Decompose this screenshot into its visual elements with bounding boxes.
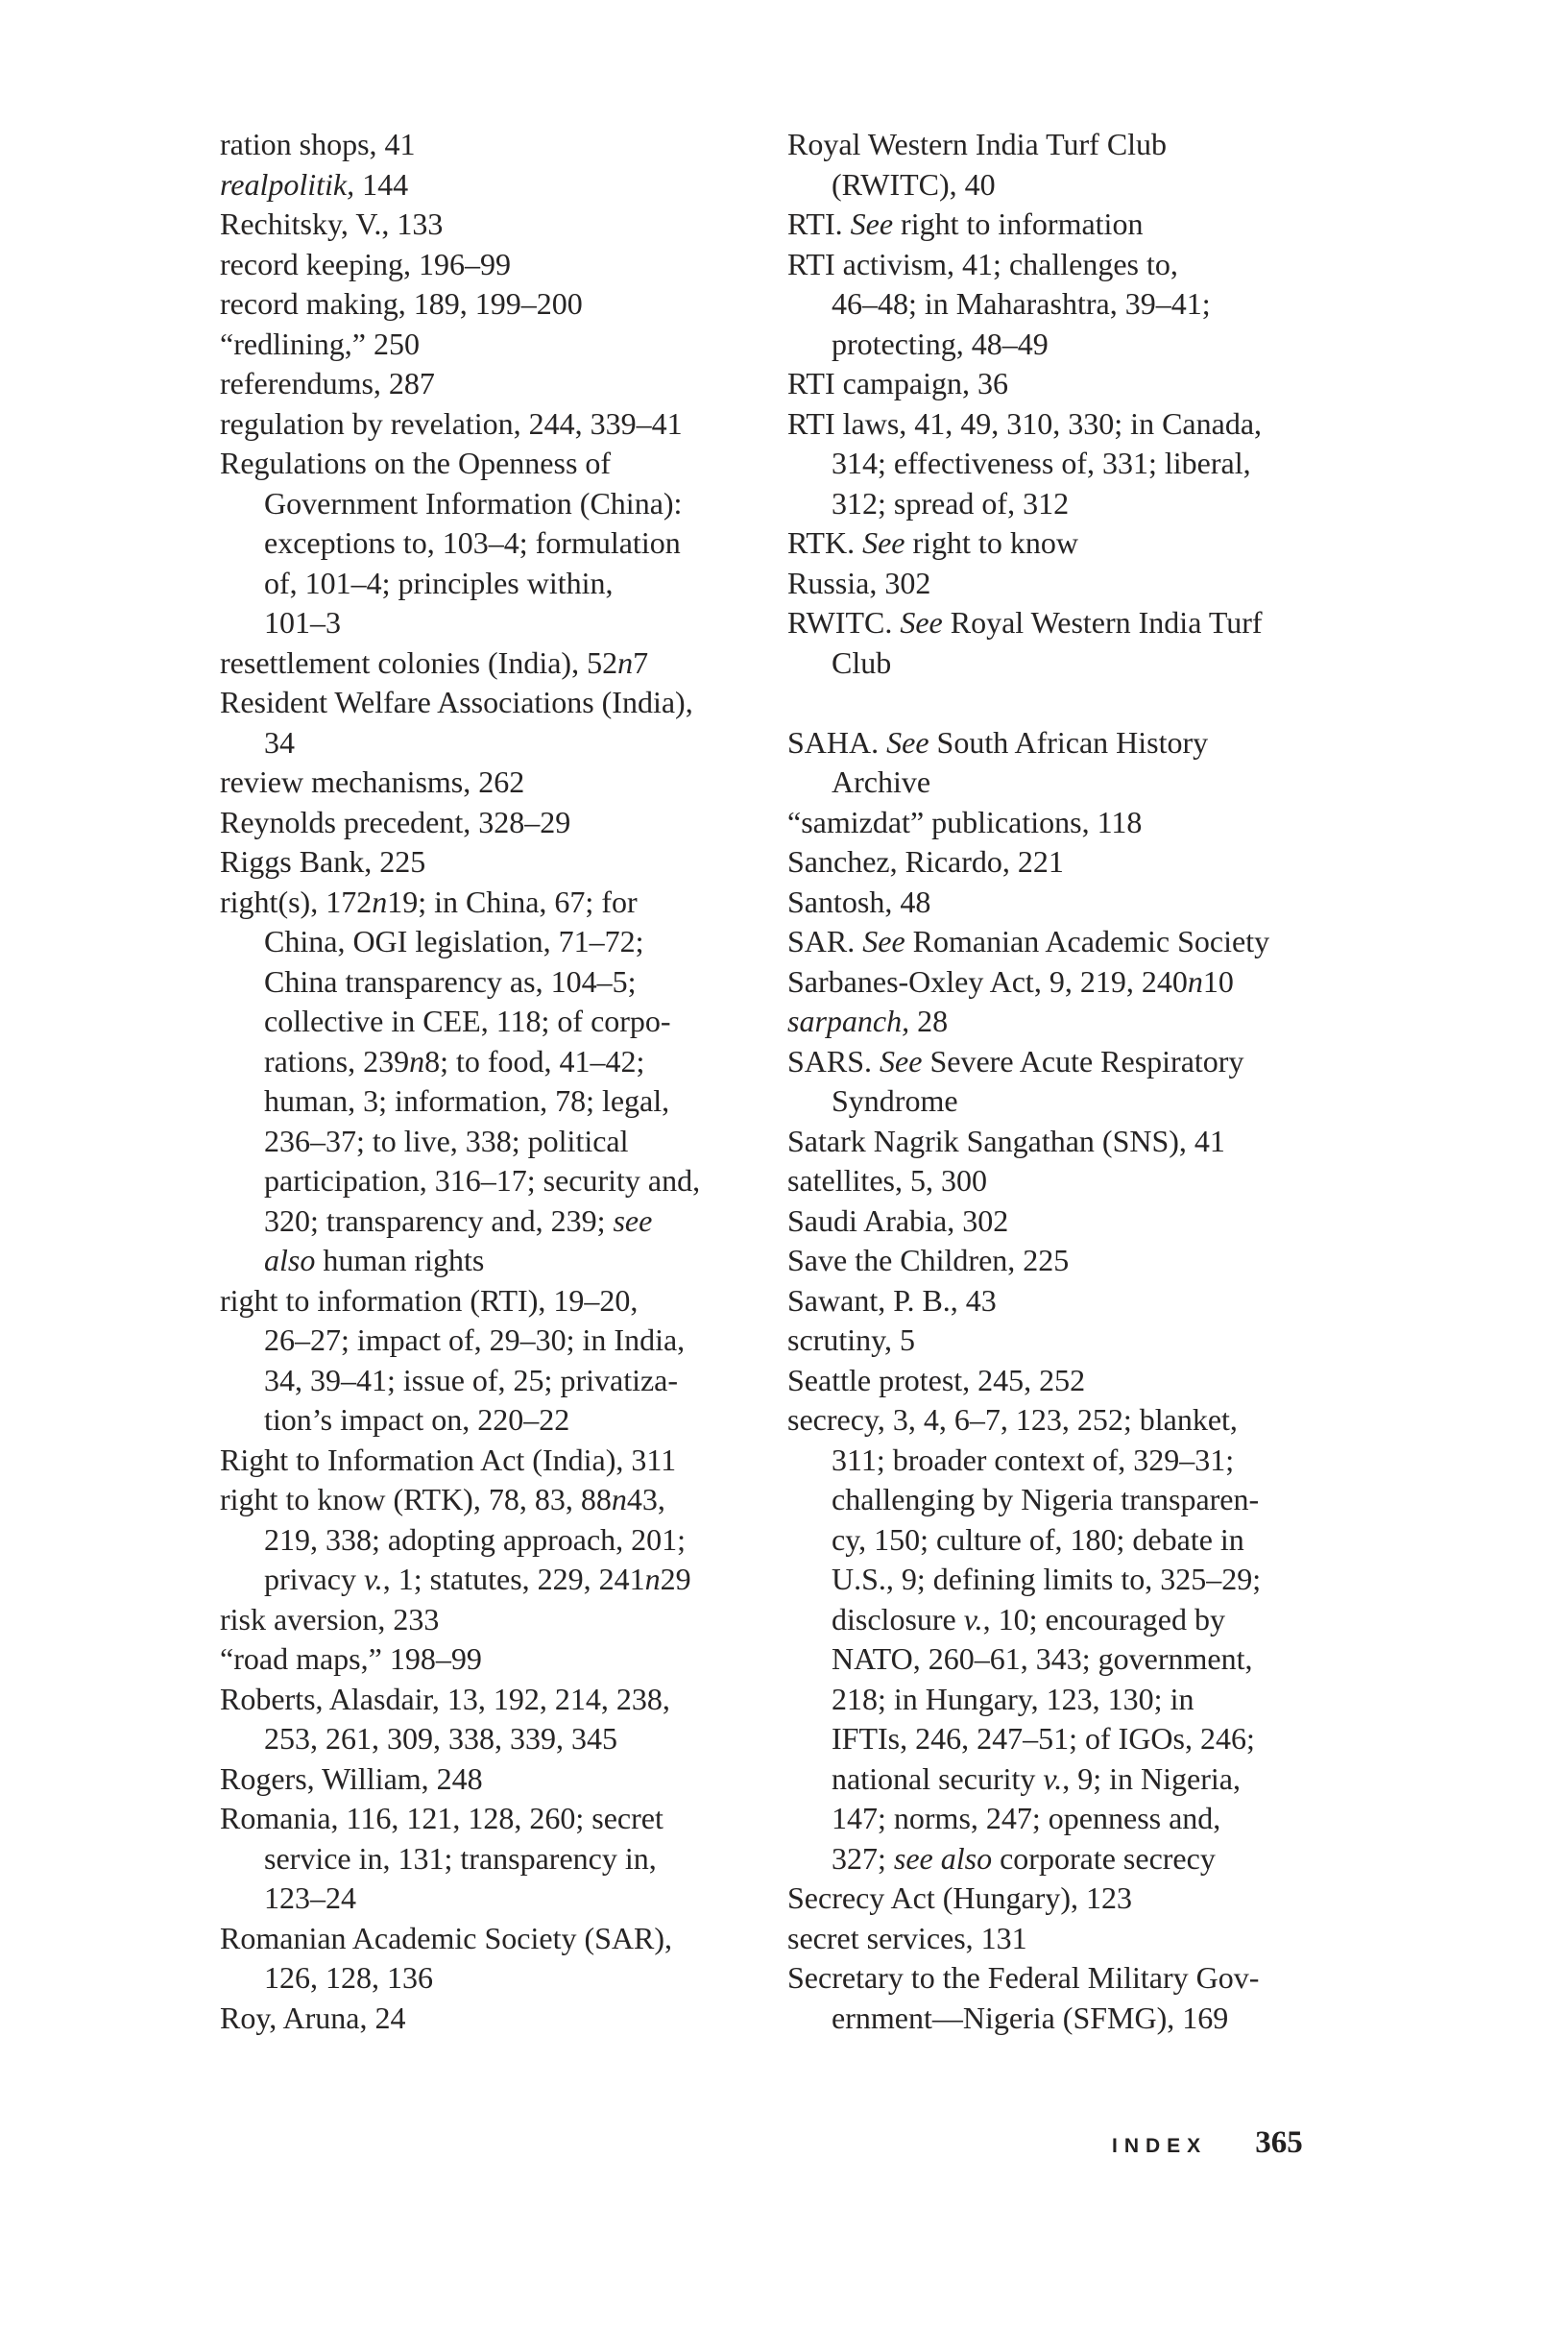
index-line: RTK. See right to know xyxy=(787,525,1078,560)
index-line: China transparency as, 104–5; xyxy=(264,963,637,999)
index-line: Riggs Bank, 225 xyxy=(220,844,426,879)
index-line: right to know (RTK), 78, 83, 88n43, xyxy=(220,1482,665,1516)
index-line: “redlining,” 250 xyxy=(220,326,420,361)
index-line: satellites, 5, 300 xyxy=(787,1163,987,1198)
index-line: Archive xyxy=(832,764,931,799)
index-line: secrecy, 3, 4, 6–7, 123, 252; blanket, xyxy=(787,1402,1238,1437)
index-line: 46–48; in Maharashtra, 39–41; xyxy=(832,286,1211,321)
index-line: 327; see also corporate secrecy xyxy=(832,1840,1216,1876)
footer-running-head: INDEX xyxy=(1112,2135,1208,2157)
index-line: Romanian Academic Society (SAR), xyxy=(220,1920,673,1955)
index-line: secret services, 131 xyxy=(787,1920,1027,1955)
index-line: 253, 261, 309, 338, 339, 345 xyxy=(264,1721,617,1756)
page-footer xyxy=(1112,2125,1303,2161)
index-line: Rechitsky, V., 133 xyxy=(220,206,444,241)
index-line: (RWITC), 40 xyxy=(832,166,996,202)
index-line: exceptions to, 103–4; formulation xyxy=(264,525,681,560)
index-line: Right to Information Act (India), 311 xyxy=(220,1442,677,1477)
index-line: Russia, 302 xyxy=(787,565,931,600)
index-line: 320; transparency and, 239; see xyxy=(264,1202,653,1238)
index-line: privacy v., 1; statutes, 229, 241n29 xyxy=(264,1562,691,1596)
index-line: 147; norms, 247; openness and, xyxy=(832,1801,1221,1835)
index-line: ration shops, 41 xyxy=(220,127,416,161)
index-line: 34, 39–41; issue of, 25; privatiza- xyxy=(264,1362,679,1397)
index-line: “road maps,” 198–99 xyxy=(220,1641,482,1676)
index-line: SAR. See Romanian Academic Society xyxy=(787,924,1270,958)
index-line: collective in CEE, 118; of corpo- xyxy=(264,1004,671,1038)
index-line: Sanchez, Ricardo, 221 xyxy=(787,844,1064,879)
index-line: RTI campaign, 36 xyxy=(787,366,1009,400)
column-left xyxy=(220,125,743,2038)
index-line: right(s), 172n19; in China, 67; for xyxy=(220,884,638,919)
index-line: RTI laws, 41, 49, 310, 330; in Canada, xyxy=(787,405,1263,441)
index-line: Saudi Arabia, 302 xyxy=(787,1202,1009,1238)
index-line: 311; broader context of, 329–31; xyxy=(832,1442,1235,1477)
index-line: U.S., 9; defining limits to, 325–29; xyxy=(832,1562,1262,1596)
index-line: 126, 128, 136 xyxy=(264,1960,433,1995)
index-line: 34 xyxy=(264,724,295,760)
index-line: risk aversion, 233 xyxy=(220,1601,440,1637)
index-line: Rogers, William, 248 xyxy=(220,1760,483,1796)
index-line: of, 101–4; principles within, xyxy=(264,565,614,600)
index-line: Seattle protest, 245, 252 xyxy=(787,1362,1086,1397)
index-line: Secrecy Act (Hungary), 123 xyxy=(787,1880,1132,1915)
index-line: human, 3; information, 78; legal, xyxy=(264,1083,670,1118)
index-line: cy, 150; culture of, 180; debate in xyxy=(832,1521,1244,1557)
index-line: 312; spread of, 312 xyxy=(832,485,1070,521)
index-line: Government Information (China): xyxy=(264,485,683,521)
index-line: NATO, 260–61, 343; government, xyxy=(832,1641,1253,1676)
index-line: SARS. See Severe Acute Respiratory xyxy=(787,1043,1244,1079)
index-line: sarpanch, 28 xyxy=(787,1004,949,1038)
index-line: RWITC. See Royal Western India Turf xyxy=(787,605,1263,640)
index-line: Resident Welfare Associations (India), xyxy=(220,685,693,719)
index-line: resettlement colonies (India), 52n7 xyxy=(220,644,649,680)
index-line: Sarbanes-Oxley Act, 9, 219, 240n10 xyxy=(787,963,1234,999)
index-line: record keeping, 196–99 xyxy=(220,246,512,281)
index-line: protecting, 48–49 xyxy=(832,326,1049,361)
footer-page-number: 365 xyxy=(1255,2125,1303,2160)
index-line: service in, 131; transparency in, xyxy=(264,1840,657,1876)
index-line: RTI activism, 41; challenges to, xyxy=(787,246,1178,281)
index-line: 219, 338; adopting approach, 201; xyxy=(264,1521,687,1557)
index-line: tion’s impact on, 220–22 xyxy=(264,1402,570,1437)
index-line: challenging by Nigeria transparen- xyxy=(832,1482,1260,1516)
blank-line xyxy=(787,683,1311,723)
index-line: regulation by revelation, 244, 339–41 xyxy=(220,405,683,441)
index-line: ernment—Nigeria (SFMG), 169 xyxy=(832,2000,1229,2035)
index-line: 26–27; impact of, 29–30; in India, xyxy=(264,1322,686,1357)
index-line: Reynolds precedent, 328–29 xyxy=(220,804,571,839)
index-line: right to information (RTI), 19–20, xyxy=(220,1282,639,1318)
index-line: 123–24 xyxy=(264,1880,356,1915)
index-line: Club xyxy=(832,644,892,680)
index-line: also human rights xyxy=(264,1243,485,1277)
index-line: rations, 239n8; to food, 41–42; xyxy=(264,1043,645,1079)
index-line: national security v., 9; in Nigeria, xyxy=(832,1760,1241,1796)
index-line: Satark Nagrik Sangathan (SNS), 41 xyxy=(787,1123,1225,1158)
index-line: 218; in Hungary, 123, 130; in xyxy=(832,1681,1194,1716)
index-line: Sawant, P. B., 43 xyxy=(787,1282,997,1318)
column-right xyxy=(787,125,1311,2038)
index-line: review mechanisms, 262 xyxy=(220,764,525,799)
index-line: Syndrome xyxy=(832,1083,958,1118)
index-line: participation, 316–17; security and, xyxy=(264,1163,701,1198)
index-line: RTI. See right to information xyxy=(787,206,1144,241)
index-line: 314; effectiveness of, 331; liberal, xyxy=(832,446,1251,480)
index-line: IFTIs, 246, 247–51; of IGOs, 246; xyxy=(832,1721,1255,1756)
index-line: Regulations on the Openness of xyxy=(220,446,612,480)
index-line: Roy, Aruna, 24 xyxy=(220,2000,406,2035)
index-line: Roberts, Alasdair, 13, 192, 214, 238, xyxy=(220,1681,670,1716)
index-line: SAHA. See South African History xyxy=(787,724,1209,760)
index-line: record making, 189, 199–200 xyxy=(220,286,583,321)
index-line: Secretary to the Federal Military Gov- xyxy=(787,1960,1260,1995)
index-line: scrutiny, 5 xyxy=(787,1322,916,1357)
index-line: China, OGI legislation, 71–72; xyxy=(264,924,644,958)
index-line: Royal Western India Turf Club xyxy=(787,127,1168,161)
index-line: 236–37; to live, 338; political xyxy=(264,1123,629,1158)
index-line: realpolitik, 144 xyxy=(220,166,409,202)
index-line: Santosh, 48 xyxy=(787,884,931,919)
index-line: “samizdat” publications, 118 xyxy=(787,804,1143,839)
index-line: Save the Children, 225 xyxy=(787,1243,1070,1277)
index-line: disclosure v., 10; encouraged by xyxy=(832,1601,1225,1637)
index-line: referendums, 287 xyxy=(220,366,435,400)
index-line: Romania, 116, 121, 128, 260; secret xyxy=(220,1801,663,1835)
index-line: 101–3 xyxy=(264,605,341,640)
